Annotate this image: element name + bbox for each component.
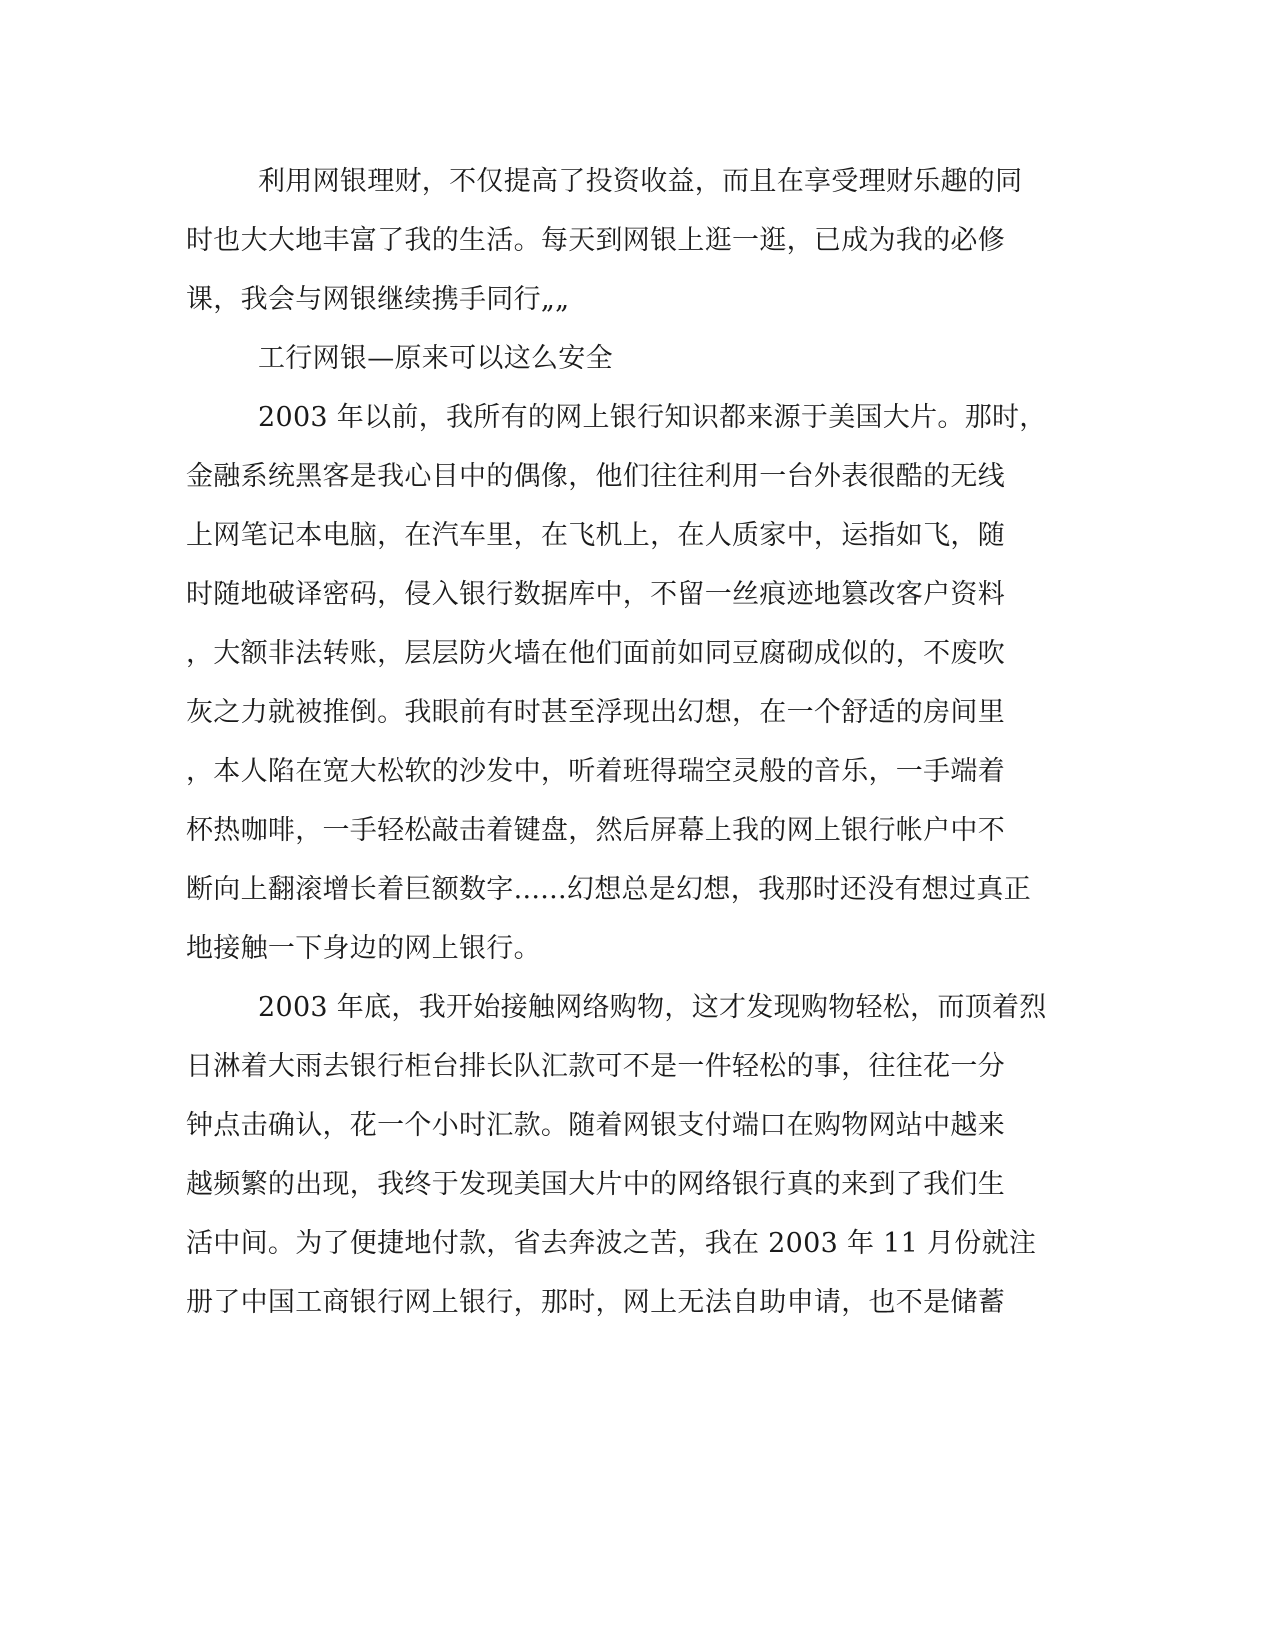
paragraph-line: 地接触一下身边的网上银行。 — [186, 933, 541, 964]
paragraph-line: 2003 年以前，我所有的网上银行知识都来源于美国大片。那时， — [258, 402, 1047, 433]
paragraph-line: 断向上翻滚增长着巨额数字......幻想总是幻想，我那时还没有想过真正 — [186, 874, 1031, 905]
paragraph-line: 时随地破译密码，侵入银行数据库中，不留一丝痕迹地篡改客户资料 — [186, 579, 1005, 610]
paragraph-line: 钟点击确认，花一个小时汇款。随着网银支付端口在购物网站中越来 — [186, 1110, 1005, 1141]
paragraph-line: 课，我会与网银继续携手同行„„ — [186, 284, 570, 315]
paragraph-line: 杯热咖啡，一手轻松敲击着键盘，然后屏幕上我的网上银行帐户中不 — [186, 815, 1005, 846]
paragraph-line: 越频繁的出现，我终于发现美国大片中的网络银行真的来到了我们生 — [186, 1169, 1005, 1200]
paragraph-line: 灰之力就被推倒。我眼前有时甚至浮现出幻想，在一个舒适的房间里 — [186, 697, 1005, 728]
paragraph-line: 上网笔记本电脑，在汽车里，在飞机上，在人质家中，运指如飞，随 — [186, 520, 1005, 551]
paragraph-line: ，本人陷在宽大松软的沙发中，听着班得瑞空灵般的音乐，一手端着 — [186, 756, 1005, 787]
paragraph-line: 册了中国工商银行网上银行，那时，网上无法自助申请，也不是储蓄 — [186, 1287, 1005, 1318]
paragraph-line: 金融系统黑客是我心目中的偶像，他们往往利用一台外表很酷的无线 — [186, 461, 1005, 492]
paragraph-line: ，大额非法转账，层层防火墙在他们面前如同豆腐砌成似的，不废吹 — [186, 638, 1005, 669]
paragraph-line: 利用网银理财，不仅提高了投资收益，而且在享受理财乐趣的同 — [258, 166, 1023, 197]
paragraph-line: 活中间。为了便捷地付款，省去奔波之苦，我在 2003 年 11 月份就注 — [186, 1228, 1037, 1259]
paragraph-line: 时也大大地丰富了我的生活。每天到网银上逛一逛，已成为我的必修 — [186, 225, 1005, 256]
section-heading: 工行网银—原来可以这么安全 — [258, 343, 613, 374]
paragraph-line: 2003 年底，我开始接触网络购物，这才发现购物轻松，而顶着烈 — [258, 992, 1047, 1023]
paragraph-line: 日淋着大雨去银行柜台排长队汇款可不是一件轻松的事，往往花一分 — [186, 1051, 1005, 1082]
